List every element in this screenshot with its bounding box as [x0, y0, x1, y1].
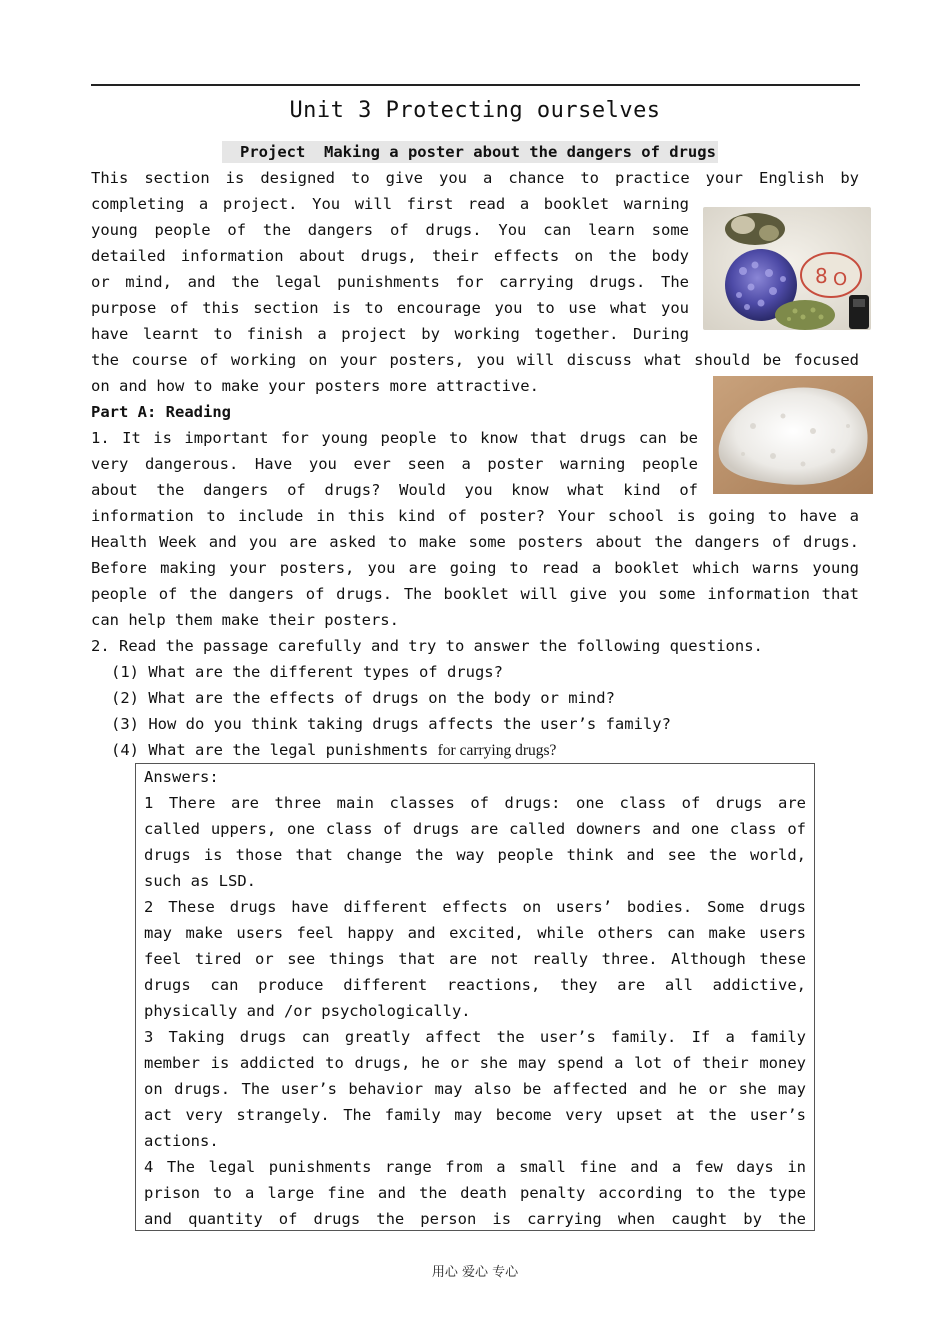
part-a-line: people of the dangers of drugs. The booklet will give you some information that	[91, 585, 859, 603]
answer-line: on drugs. The user’s behavior may also be affected and he or she may	[144, 1080, 806, 1098]
answer-line: such as LSD.	[144, 872, 256, 890]
svg-text:8: 8	[815, 264, 828, 288]
part-a-heading: Part A: Reading	[91, 403, 231, 421]
question-4-text: (4) What are the legal punishments	[111, 741, 438, 759]
answer-line: prison to a large fine and the death penalty according to the type	[144, 1184, 806, 1202]
part-a-line: information to include in this kind of poster? Your school is going to have a	[91, 507, 859, 525]
intro-line: completing a project. You will first read a booklet warning	[91, 195, 689, 213]
intro-line: young people of the dangers of drugs. You can learn some	[91, 221, 689, 239]
intro-line: This section is designed to give you a chance to practice your English by	[91, 169, 859, 187]
answer-line: 1 There are three main classes of drugs: one class of drugs are	[144, 794, 806, 812]
svg-text:O: O	[833, 269, 848, 290]
answer-line: drugs is those that change the way people think and see the world,	[144, 846, 806, 864]
part-a-line: very dangerous. Have you ever seen a poster warning people	[91, 455, 698, 473]
answer-line: called uppers, one class of drugs are called downers and one class of	[144, 820, 806, 838]
intro-line: purpose of this section is to encourage you to use what you	[91, 299, 689, 317]
part-a-line: about the dangers of drugs? Would you know what kind of	[91, 481, 698, 499]
answer-line: 4 The legal punishments range from a small fine and a few days in	[144, 1158, 806, 1176]
answer-line: 3 Taking drugs can greatly affect the user’s family. If a family	[144, 1028, 806, 1046]
page-title: Unit 3 Protecting ourselves	[289, 98, 661, 123]
part-a-line: Before making your posters, you are going to read a booklet which warns young	[91, 559, 859, 577]
answer-line: actions.	[144, 1132, 219, 1150]
question-4-tail: for carrying drugs?	[437, 742, 557, 759]
answer-line: physically and /or psychologically.	[144, 1002, 471, 1020]
drugs-flowers-image	[703, 207, 871, 330]
page-footer: 用心 爱心 专心	[431, 1265, 519, 1280]
intro-line: detailed information about drugs, their effects on the body	[91, 247, 689, 265]
answer-line: feel tired or see things that are not really three. Although these	[144, 950, 806, 968]
question-item	[111, 737, 556, 763]
section-subtitle: Project Making a poster about the dangers of drugs	[222, 141, 718, 163]
part-a-line: Health Week and you are asked to make some posters about the dangers of drugs.	[91, 533, 859, 551]
white-powder-image	[713, 376, 873, 494]
intro-line: the course of working on your posters, you will discuss what should be focused	[91, 351, 859, 369]
part-a-line: can help them make their posters.	[91, 611, 399, 629]
answer-line: and quantity of drugs the person is carrying when caught by the	[144, 1210, 806, 1228]
answer-line: member is addicted to drugs, he or she may spend a lot of their money	[144, 1054, 806, 1072]
intro-line: have learnt to finish a project by working together. During	[91, 325, 689, 343]
answer-line: drugs can produce different reactions, they are all addictive,	[144, 976, 806, 994]
intro-line: or mind, and the legal punishments for carrying drugs. The	[91, 273, 689, 291]
intro-line: on and how to make your posters more attractive.	[91, 377, 539, 395]
question-item: (2) What are the effects of drugs on the body or mind?	[111, 689, 615, 707]
answer-line: act very strangely. The family may become very upset at the user’s	[144, 1106, 806, 1124]
header-rule	[91, 84, 860, 86]
answer-line: 2 These drugs have different effects on users’ bodies. Some drugs	[144, 898, 806, 916]
part-a-line: 1. It is important for young people to know that drugs can be	[91, 429, 698, 447]
question-item: (3) How do you think taking drugs affects the user’s family?	[111, 715, 671, 733]
answers-label: Answers:	[144, 768, 219, 786]
answer-line: may make users feel happy and excited, while others can make users	[144, 924, 806, 942]
part-a-line: 2. Read the passage carefully and try to answer the following questions.	[91, 637, 763, 655]
question-item: (1) What are the different types of drugs?	[111, 663, 503, 681]
